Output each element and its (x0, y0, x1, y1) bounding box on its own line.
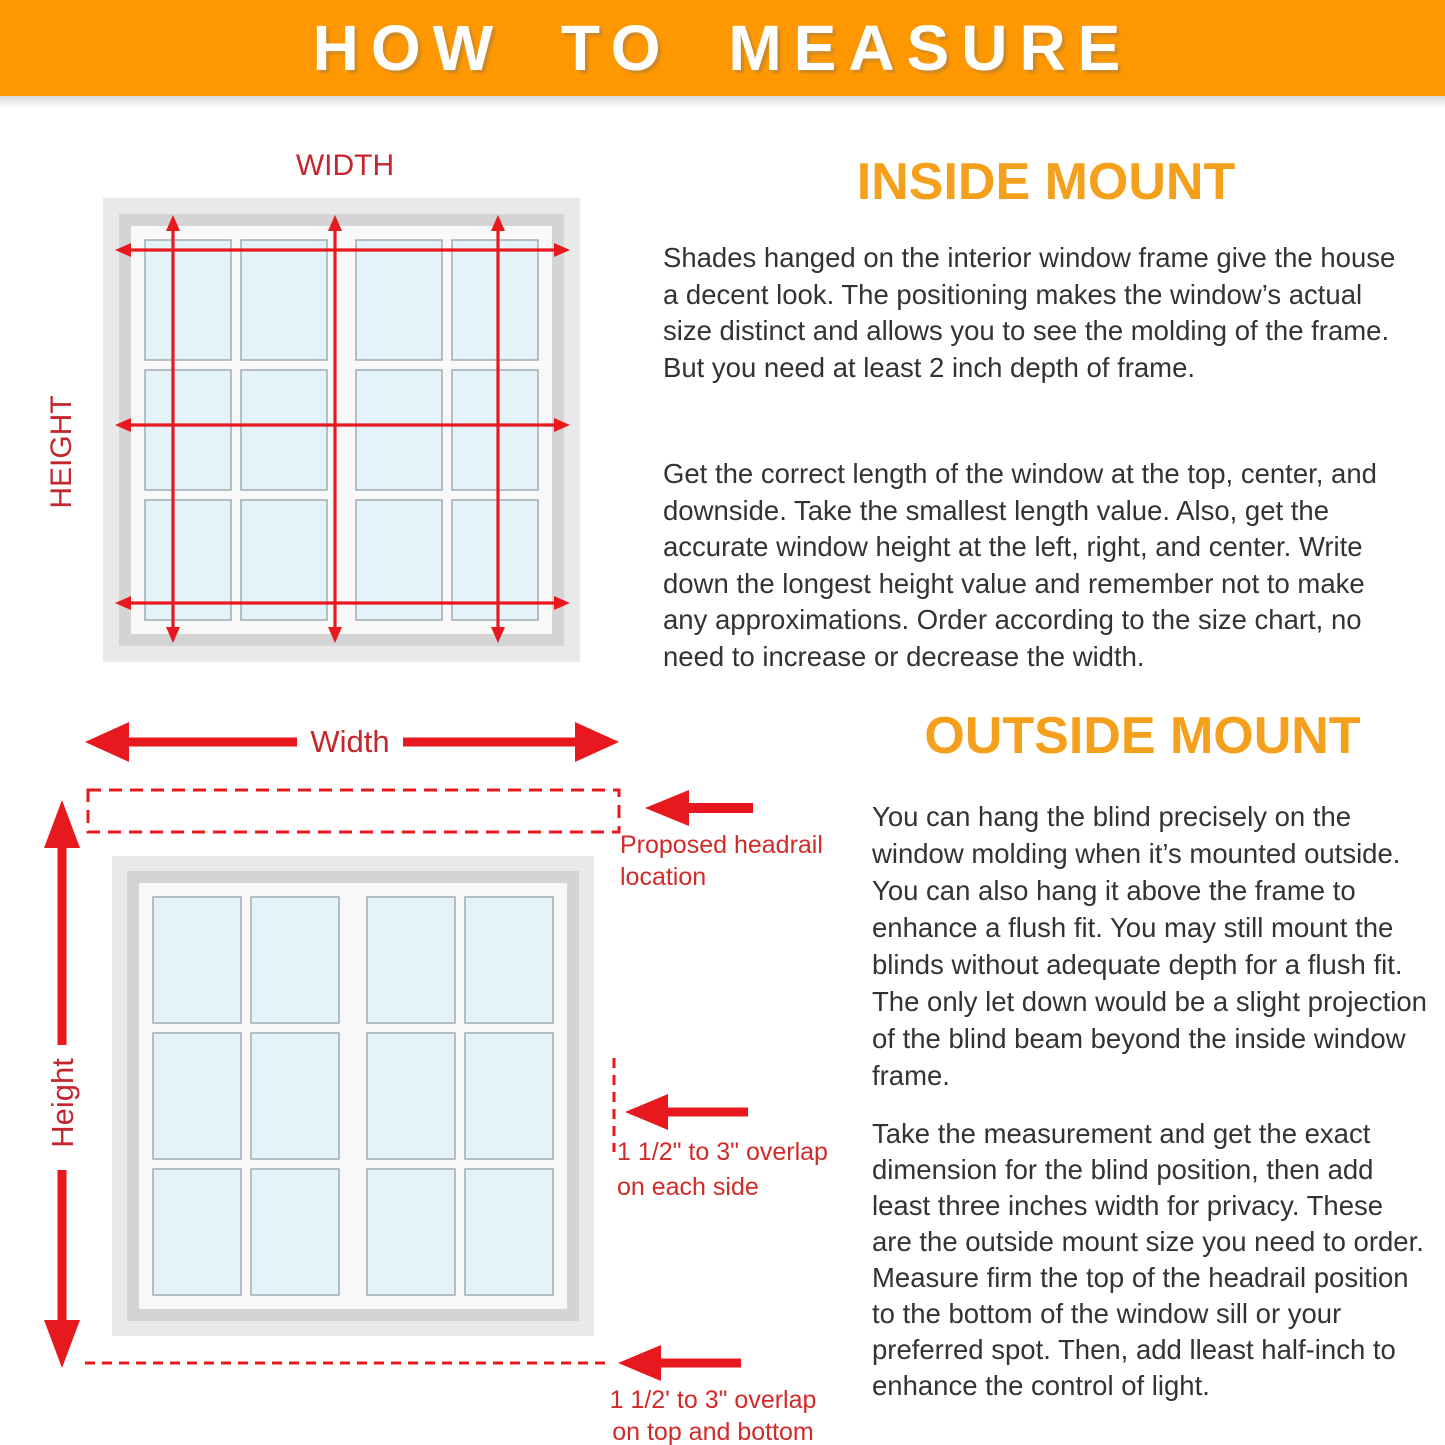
height-label-bottom: Height (45, 1058, 80, 1148)
bottom-overlap-label-line1: 1 1/2' to 3" overlap (609, 1386, 817, 1414)
inside-mount-title: INSIDE MOUNT (856, 153, 1236, 211)
inside-mount-paragraph-1: Shades hanged on the interior window frame give the house a decent look. The positioning makes the window’s actual size distinct and allows you to see the molding of the frame. But you need at least 2 inch depth of frame. (663, 242, 1396, 383)
inside-mount-measure-diagram (30, 138, 650, 698)
headrail-location-label-line1: Proposed headrail (620, 831, 823, 859)
headrail-location-label-line2: location (620, 863, 707, 891)
height-arrow-bottom (44, 800, 80, 1368)
outside-mount-measure-diagram (25, 705, 880, 1445)
outside-mount-paragraph-2: Take the measurement and get the exact dimension for the blind position, then add least three inches width for privacy. These are the outside mount size you need to order. Measure firm the top of the headrail position to the bottom of the window sill or your preferred spot. Then, add lleast half-inch to enhance the control of light. (872, 1118, 1424, 1401)
header-banner (0, 0, 1445, 96)
inside-mount-paragraph-2: Get the correct length of the window at the top, center, and downside. Take the smallest length value. Also, get the accurate window height at the left, right, and center. Write down the longest height value and remember not to make any approximations. Order according to the size chart, no need to increase or decrease the width. (663, 458, 1377, 672)
banner-shadow-strip (0, 96, 1445, 108)
width-arrow-bottom (85, 722, 619, 762)
side-overlap-label-line2: on each side (617, 1173, 759, 1201)
window-graphic-bottom (112, 856, 594, 1336)
width-label-bottom: Width (310, 724, 390, 759)
side-overlap-label-line1: 1 1/2" to 3" overlap (617, 1138, 828, 1166)
bottom-overlap-label-line2: on top and bottom (612, 1418, 814, 1445)
width-label-top: WIDTH (295, 149, 395, 182)
headrail-dashed-outline (88, 790, 619, 832)
bottom-overlap-annotation (85, 1345, 816, 1445)
outside-mount-title: OUTSIDE MOUNT (924, 707, 1361, 765)
headrail-pointer-arrow (645, 790, 753, 826)
outside-mount-paragraph-1: You can hang the blind precisely on the window molding when it’s mounted outside. You can also hang it above the frame to enhance a flush fit. You may still mount the blinds without adequate depth for a flush fit. The only let down would be a slight projection of the blind beam beyond the inside window frame. (872, 801, 1427, 1091)
side-overlap-annotation (614, 1058, 828, 1201)
page-title: HOW TO MEASURE (312, 12, 1133, 84)
height-label-top: HEIGHT (45, 395, 78, 509)
